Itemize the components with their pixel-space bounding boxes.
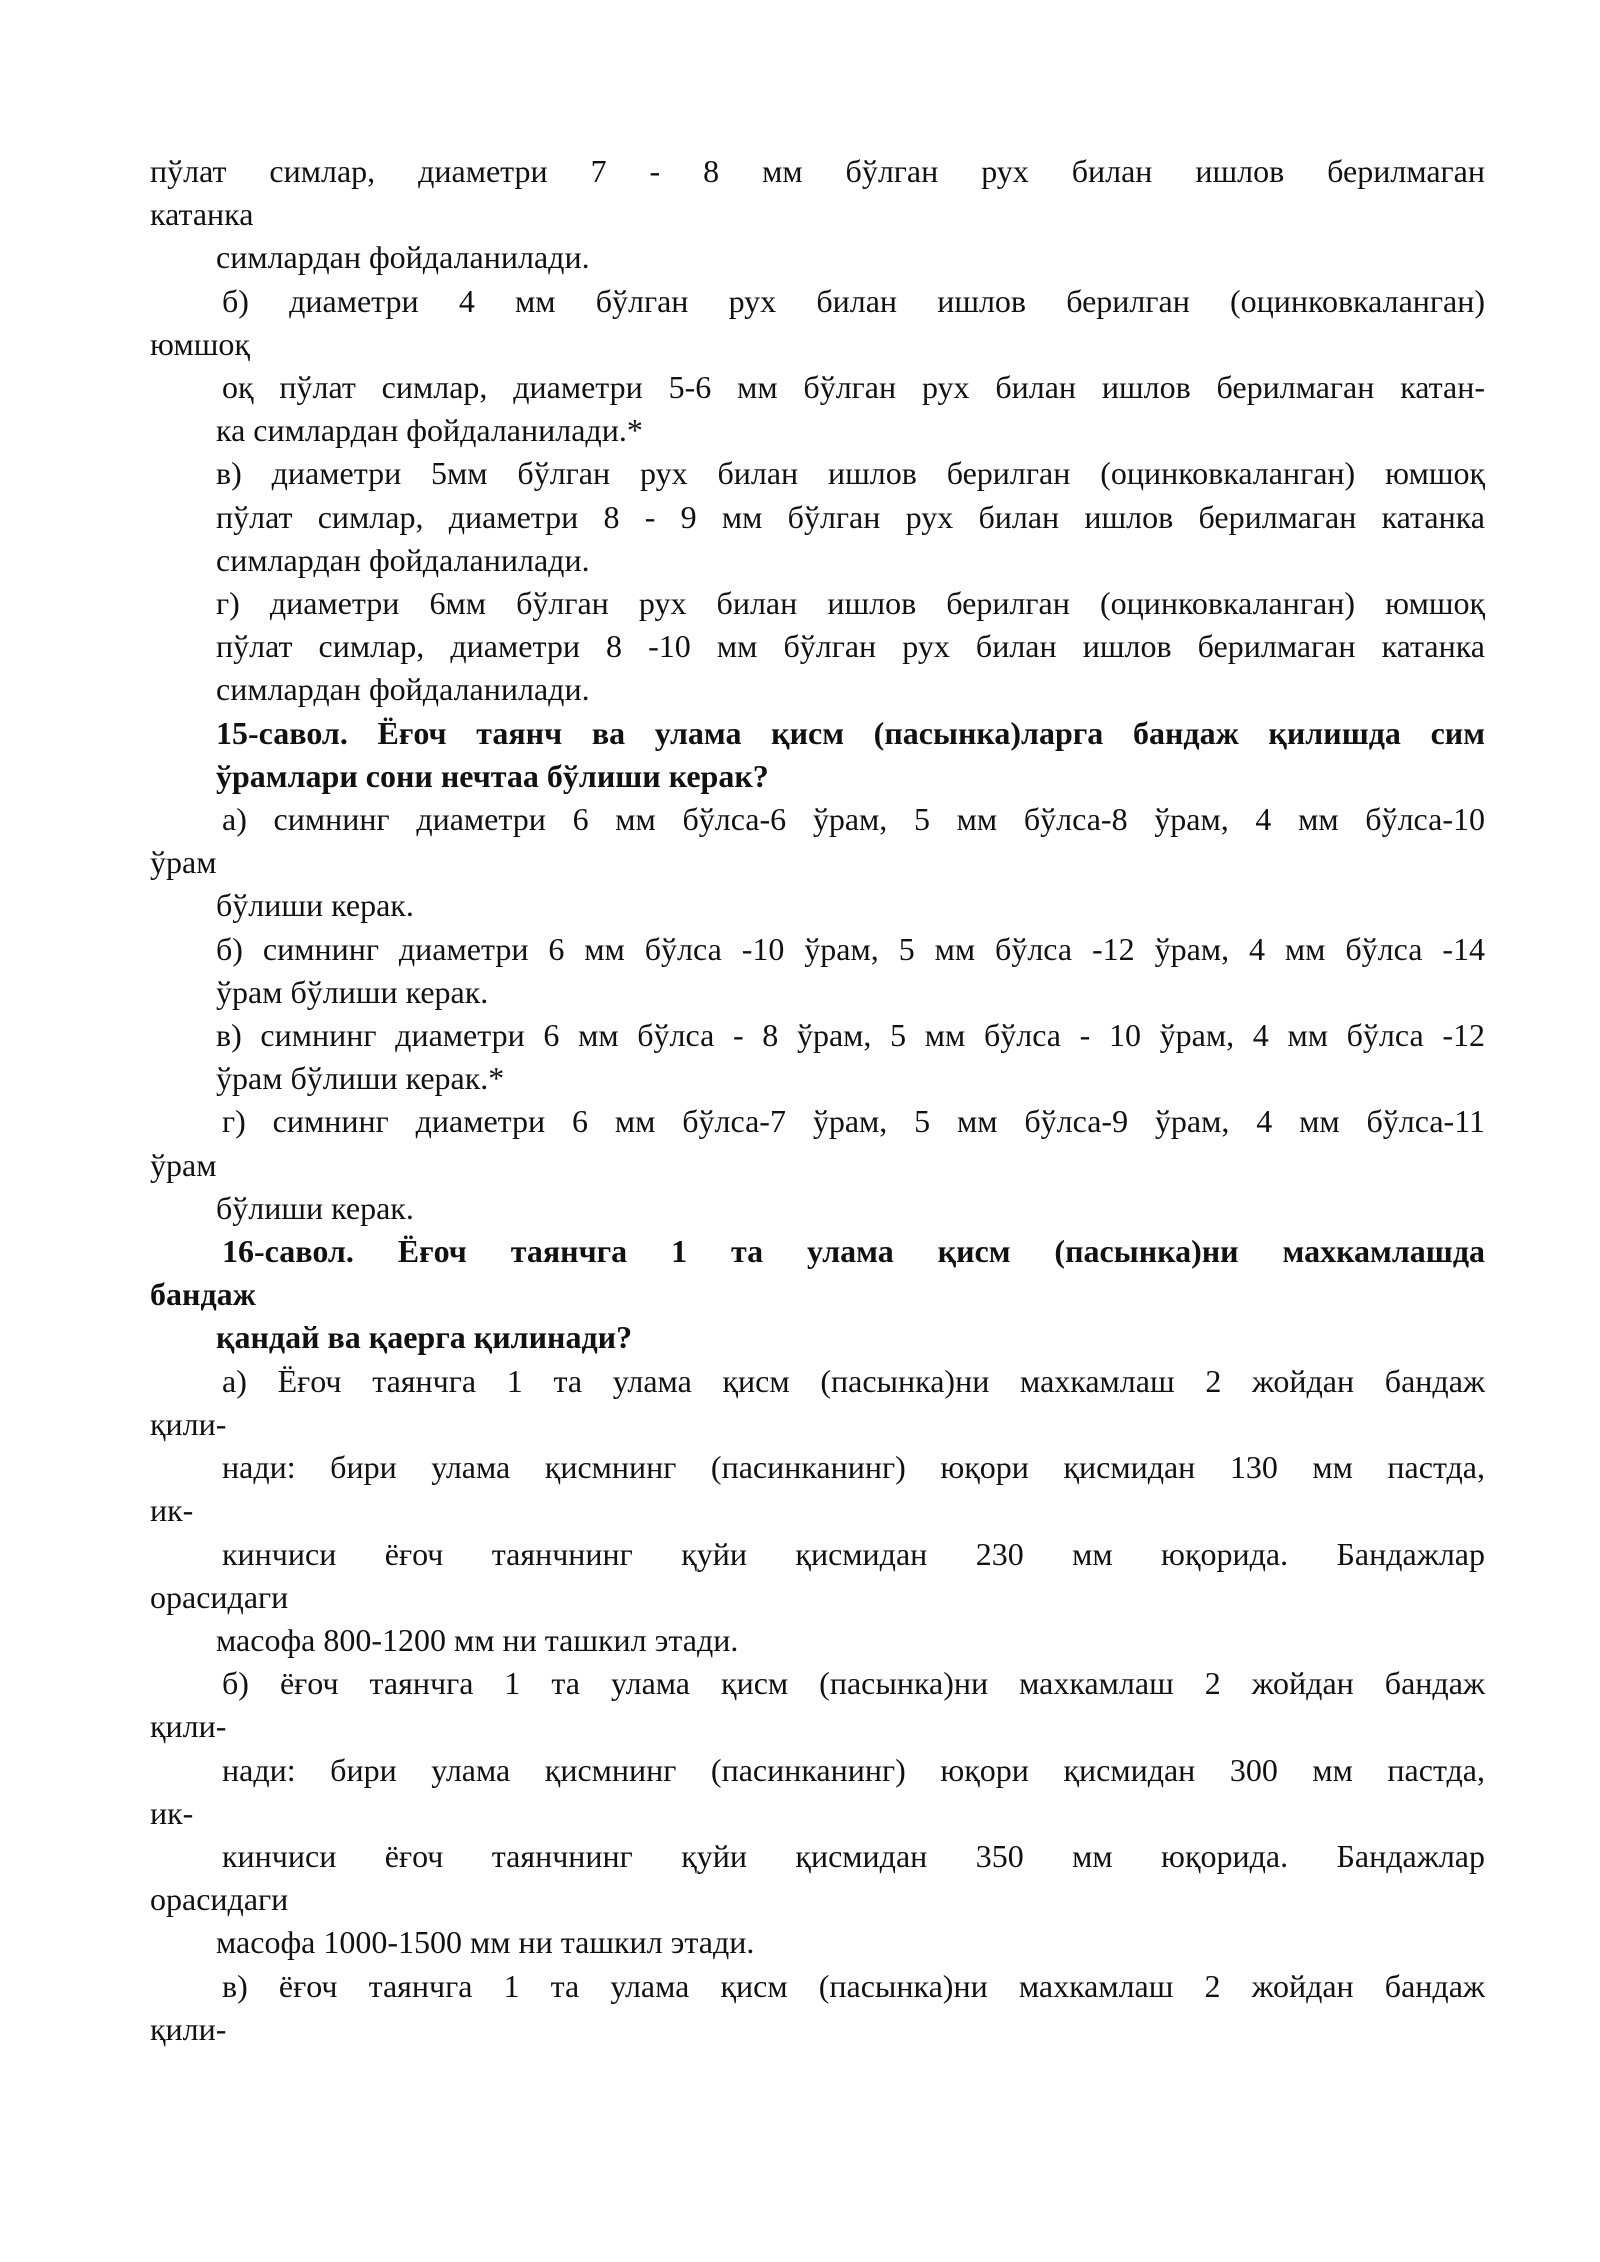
question-heading-line: 16-савол. Ёғоч таянчга 1 та улама қисм (пасынка)ни махкамлашда (222, 1233, 1485, 1270)
text-line: ик- (150, 1492, 194, 1529)
text-line: симлардан фойдаланилади. (216, 239, 590, 276)
text-line: симлардан фойдаланилади. (216, 541, 590, 578)
text-line: б) диаметри 4 мм бўлган рух билан ишлов берилган (оцинковкаланган) (222, 282, 1485, 319)
text-line: б) симнинг диаметри 6 мм бўлса -10 ўрам, 5 мм бўлса -12 ўрам, 4 мм бўлса -14 (216, 930, 1485, 967)
text-line: б) ёғоч таянчга 1 та улама қисм (пасынка)ни махкамлаш 2 жойдан бандаж (222, 1665, 1485, 1702)
text-line: ўрам (150, 844, 217, 881)
question-heading-line: қандай ва қаерга қилинади? (216, 1319, 633, 1356)
text-line: қили- (150, 1708, 227, 1745)
text-line: ўрам бўлиши керак. (216, 973, 489, 1010)
text-line: нади: бири улама қисмнинг (пасинканинг) юқори қисмидан 300 мм пастда, (222, 1751, 1485, 1788)
text-line: а) симнинг диаметри 6 мм бўлса-6 ўрам, 5 мм бўлса-8 ўрам, 4 мм бўлса-10 (222, 801, 1485, 838)
text-line: ка симлардан фойдаланилади.* (216, 412, 643, 449)
text-line: ик- (150, 1794, 194, 1831)
text-line: пўлат симлар, диаметри 8 -10 мм бўлган рух билан ишлов берилмаган катанка (216, 628, 1485, 665)
text-line: а) Ёғоч таянчга 1 та улама қисм (пасынка)ни махкамлаш 2 жойдан бандаж (222, 1362, 1485, 1399)
text-line: масофа 800-1200 мм ни ташкил этади. (216, 1621, 739, 1658)
text-line: юмшоқ (150, 325, 250, 362)
text-line: ўрам бўлиши керак.* (216, 1060, 505, 1097)
text-line: кинчиси ёғоч таянчнинг қуйи қисмидан 350 мм юқорида. Бандажлар (222, 1837, 1485, 1874)
text-line: қили- (150, 2010, 227, 2047)
text-line: в) диаметри 5мм бўлган рух билан ишлов берилган (оцинковкаланган) юмшоқ (216, 455, 1485, 492)
document-body (150, 150, 1485, 2051)
text-line: орасидаги (150, 1881, 289, 1918)
text-line: кинчиси ёғоч таянчнинг қуйи қисмидан 230 мм юқорида. Бандажлар (222, 1535, 1485, 1572)
text-line: г) диаметри 6мм бўлган рух билан ишлов берилган (оцинковкаланган) юмшоқ (216, 585, 1485, 622)
text-line: в) симнинг диаметри 6 мм бўлса - 8 ўрам, 5 мм бўлса - 10 ўрам, 4 мм бўлса -12 (216, 1017, 1485, 1054)
text-line: орасидаги (150, 1578, 289, 1615)
question-heading-line: бандаж (150, 1276, 256, 1313)
text-line: пўлат симлар, диаметри 8 - 9 мм бўлган рух билан ишлов берилмаган катанка (216, 498, 1485, 535)
question-heading-line: ўрамлари сони нечтаа бўлиши керак? (216, 757, 769, 794)
text-line: катанка (150, 196, 254, 233)
text-line: оқ пўлат симлар, диаметри 5-6 мм бўлган рух билан ишлов берилмаган катан- (222, 369, 1485, 406)
text-line: симлардан фойдаланилади. (216, 671, 590, 708)
question-heading-line: 15-савол. Ёғоч таянч ва улама қисм (пасынка)ларга бандаж қилишда сим (216, 714, 1485, 751)
text-line: бўлиши керак. (216, 887, 414, 924)
text-line: масофа 1000-1500 мм ни ташкил этади. (216, 1924, 755, 1961)
text-line: пўлат симлар, диаметри 7 - 8 мм бўлган рух билан ишлов берилмаган (150, 153, 1485, 189)
text-line: нади: бири улама қисмнинг (пасинканинг) юқори қисмидан 130 мм пастда, (222, 1449, 1485, 1486)
text-line: ўрам (150, 1146, 217, 1183)
text-line: в) ёғоч таянчга 1 та улама қисм (пасынка)ни махкамлаш 2 жойдан бандаж (222, 1967, 1485, 2004)
text-line: г) симнинг диаметри 6 мм бўлса-7 ўрам, 5 мм бўлса-9 ўрам, 4 мм бўлса-11 (222, 1103, 1485, 1140)
text-line: бўлиши керак. (216, 1189, 414, 1226)
text-line: қили- (150, 1405, 227, 1442)
